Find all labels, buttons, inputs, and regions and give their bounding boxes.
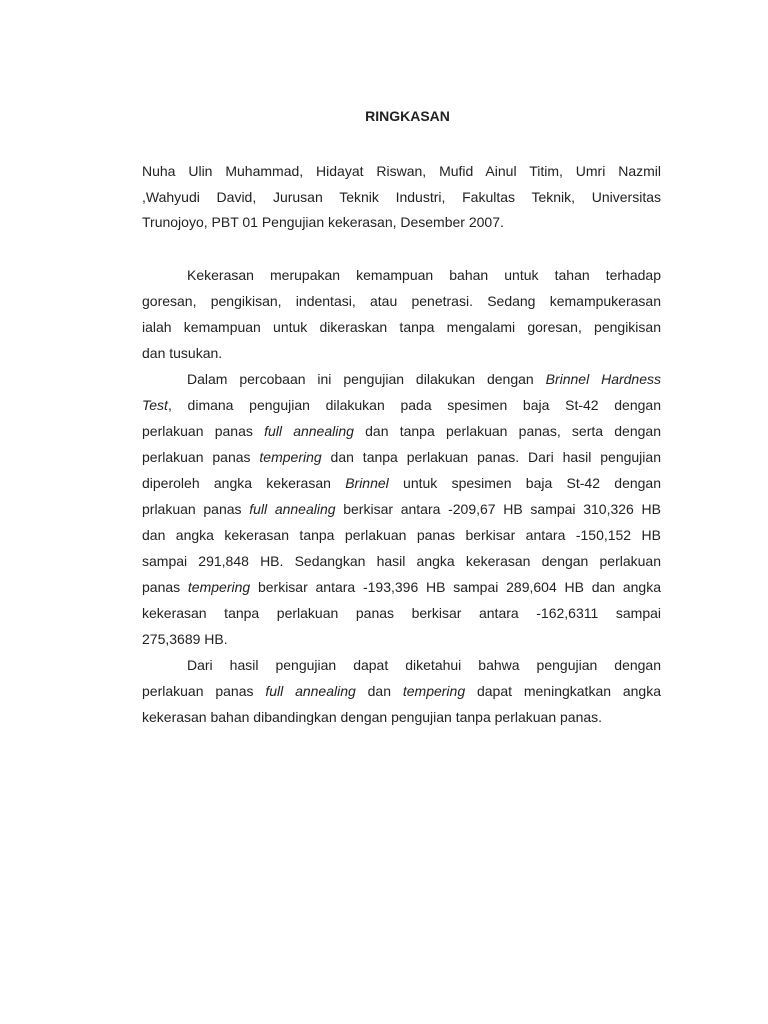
text-run: panas	[142, 578, 188, 595]
text-run: dan tanpa perlakuan panas, serta dengan	[353, 422, 661, 439]
text-line	[142, 678, 661, 704]
text-run: dan tanpa perlakuan panas. Dari hasil pengujian	[321, 448, 661, 465]
page-title: RINGKASAN	[365, 108, 450, 124]
author-block	[142, 159, 661, 236]
text-run: diperoleh angka kekerasan	[142, 474, 346, 491]
text-line	[142, 470, 661, 496]
text-line	[142, 392, 661, 418]
text-run: perlakuan panas	[142, 422, 265, 439]
text-run: dan	[355, 682, 403, 699]
text-line: dan angka kekerasan tanpa perlakuan panas berkisar antara -150,152 HB	[142, 526, 661, 543]
text-line: kekerasan bahan dibandingkan dengan pengujian tanpa perlakuan panas.	[142, 708, 603, 725]
text-line: ialah kemampuan untuk dikeraskan tanpa mengalami goresan, pengikisan	[142, 318, 661, 335]
text-line: Dari hasil pengujian dapat diketahui bahwa pengujian dengan	[187, 656, 661, 673]
paragraph-conclusion	[142, 652, 661, 730]
text-line: 275,3689 HB.	[142, 630, 228, 647]
document-page	[142, 106, 661, 730]
text-run: untuk spesimen baja St-42 dengan	[388, 474, 661, 491]
italic-term: Brinnel	[345, 474, 389, 491]
author-line: Nuha Ulin Muhammad, Hidayat Riswan, Mufid Ainul Titim, Umri Nazmil	[142, 163, 661, 179]
text-line	[142, 418, 661, 444]
italic-term: Brinnel Hardness	[545, 370, 662, 387]
text-run: perlakuan panas	[142, 448, 260, 465]
text-line: sampai 291,848 HB. Sedangkan hasil angka kekerasan dengan perlakuan	[142, 552, 661, 569]
text-line: goresan, pengikisan, indentasi, atau penetrasi. Sedang kemampukerasan	[142, 292, 661, 309]
italic-term: Test	[142, 396, 168, 413]
text-run: , dimana pengujian dilakukan pada spesimen baja St-42 dengan	[167, 396, 661, 413]
italic-term: tempering	[402, 682, 466, 699]
italic-term: tempering	[259, 448, 322, 465]
italic-term: tempering	[187, 578, 251, 595]
text-line: Kekerasan merupakan kemampuan bahan untuk tahan terhadap	[187, 266, 661, 283]
text-run: berkisar antara -209,67 HB sampai 310,326 HB	[335, 500, 661, 517]
author-line: ,Wahyudi David, Jurusan Teknik Industri, Fakultas Teknik, Universitas	[142, 188, 661, 205]
paragraph-definition	[142, 262, 661, 366]
text-line: kekerasan tanpa perlakuan panas berkisar antara -162,6311 sampai	[142, 604, 661, 621]
text-run: prlakuan panas	[142, 500, 250, 517]
text-line	[142, 444, 661, 470]
text-run: perlakuan panas	[142, 682, 266, 699]
author-line: Trunojoyo, PBT 01 Pengujian kekerasan, Desember 2007.	[142, 214, 504, 230]
text-line	[142, 496, 661, 522]
text-line: dan tusukan.	[142, 344, 223, 361]
text-run: Dalam percobaan ini pengujian dilakukan dengan	[187, 370, 546, 387]
paragraph-experiment	[142, 366, 661, 652]
italic-term: full annealing	[265, 682, 356, 699]
text-line	[142, 574, 661, 600]
italic-term: full annealing	[264, 422, 354, 439]
italic-term: full annealing	[249, 500, 336, 517]
text-line	[142, 366, 661, 392]
text-run: dapat meningkatkan angka	[465, 682, 662, 699]
text-run: berkisar antara -193,396 HB sampai 289,604 HB dan angka	[250, 578, 661, 595]
